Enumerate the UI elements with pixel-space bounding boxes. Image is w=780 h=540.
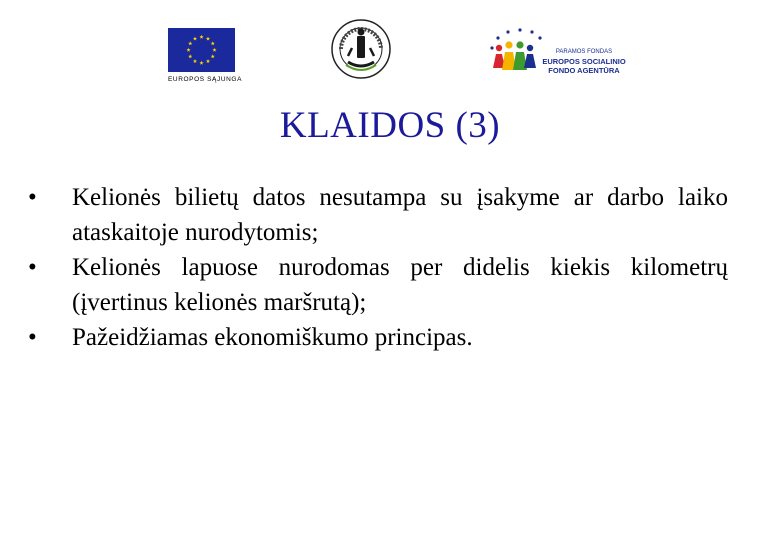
eu-flag-icon <box>168 28 235 72</box>
esf-logo-line2: EUROPOS SOCIALINIO <box>542 57 626 66</box>
bullet-item <box>28 250 728 320</box>
eu-star-icon <box>188 41 192 45</box>
bullet-icon: • <box>28 324 37 351</box>
people-figures-icon <box>493 41 536 70</box>
bullet-text: Pažeidžiamas ekonomiškumo principas. <box>72 324 473 351</box>
eu-logo-caption: EUROPOS SĄJUNGA <box>168 76 243 83</box>
bullet-item <box>28 180 728 250</box>
eu-star-icon <box>211 54 215 58</box>
eu-star-icon <box>188 54 192 58</box>
bullet-list <box>28 180 728 355</box>
eu-star-icon <box>193 37 197 41</box>
esf-logo-line3: FONDO AGENTŪRA <box>548 66 620 75</box>
agency-seal-icon <box>330 18 392 80</box>
eu-star-icon <box>193 59 197 63</box>
esf-logo-line1: PARAMOS FONDAS <box>555 49 613 55</box>
eu-star-icon <box>199 35 203 39</box>
eu-star-icon <box>211 41 215 45</box>
esf-agency-logo <box>484 26 634 86</box>
bullet-icon: • <box>28 184 37 211</box>
eu-star-icon <box>186 48 190 52</box>
slide-title: KLAIDOS (3) <box>279 105 501 146</box>
eu-logo <box>168 28 243 83</box>
eu-star-icon <box>206 59 210 63</box>
bullet-item <box>28 320 728 355</box>
eu-star-icon <box>199 61 203 65</box>
eu-star-icon <box>206 37 210 41</box>
eu-star-icon <box>212 48 216 52</box>
bullet-text: Kelionės bilietų datos nesutampa su įsakyme ar darbo laiko ataskaitoje nurodytomis; <box>72 184 728 246</box>
bullet-icon: • <box>28 254 37 281</box>
bullet-text: Kelionės lapuose nurodomas per didelis kiekis kilometrų (įvertinus kelionės maršrutą); <box>72 254 728 316</box>
